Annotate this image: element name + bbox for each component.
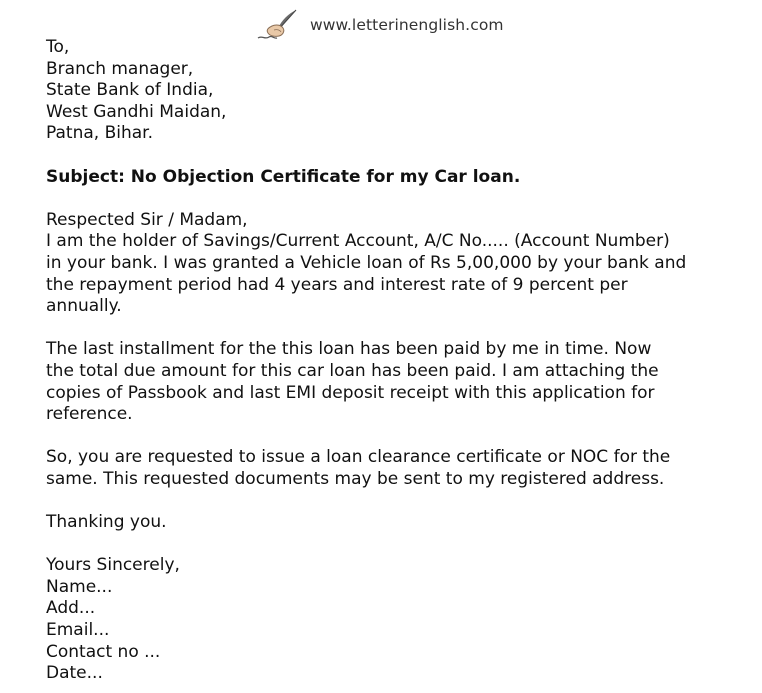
paragraph-line: the total due amount for this car loan has been paid. I am attaching the (46, 360, 659, 381)
paragraph-line: annually. (46, 296, 122, 317)
address-line: Branch manager, (46, 58, 194, 79)
paragraph-line: copies of Passbook and last EMI deposit receipt with this application for (46, 382, 655, 403)
closing-line: Add... (46, 598, 96, 619)
closing-line: Yours Sincerely, (46, 555, 180, 576)
address-line: West Gandhi Maidan, (46, 101, 227, 122)
closing-line: Name... (46, 576, 113, 597)
closing-line: Contact no ... (46, 641, 161, 662)
paragraph-account-details (46, 231, 746, 317)
paragraph-line: reference. (46, 404, 133, 425)
subject-line: Subject: No Objection Certificate for my Car loan. (46, 166, 521, 187)
address-line: Patna, Bihar. (46, 123, 153, 144)
paragraph-loan-paid (46, 339, 746, 425)
paragraph-request (46, 447, 746, 490)
thanks-line: Thanking you. (46, 512, 167, 533)
paragraph-line: I am the holder of Savings/Current Account, A/C No..... (Account Number) (46, 231, 670, 252)
address-line: State Bank of India, (46, 80, 214, 101)
recipient-address (46, 37, 746, 145)
site-url: www.letterinenglish.com (310, 16, 504, 34)
letter-body (46, 37, 746, 685)
paragraph-line: in your bank. I was granted a Vehicle loan of Rs 5,00,000 by your bank and (46, 252, 687, 273)
closing-line: Date... (46, 663, 103, 684)
paragraph-line: The last installment for the this loan has been paid by me in time. Now (46, 339, 652, 360)
address-line: To, (46, 37, 70, 57)
paragraph-line: So, you are requested to issue a loan clearance certificate or NOC for the (46, 447, 671, 468)
closing-block (46, 555, 746, 685)
paragraph-line: same. This requested documents may be sent to my registered address. (46, 468, 665, 489)
salutation: Respected Sir / Madam, (46, 209, 248, 230)
closing-line: Email... (46, 620, 110, 641)
paragraph-line: the repayment period had 4 years and interest rate of 9 percent per (46, 274, 628, 295)
